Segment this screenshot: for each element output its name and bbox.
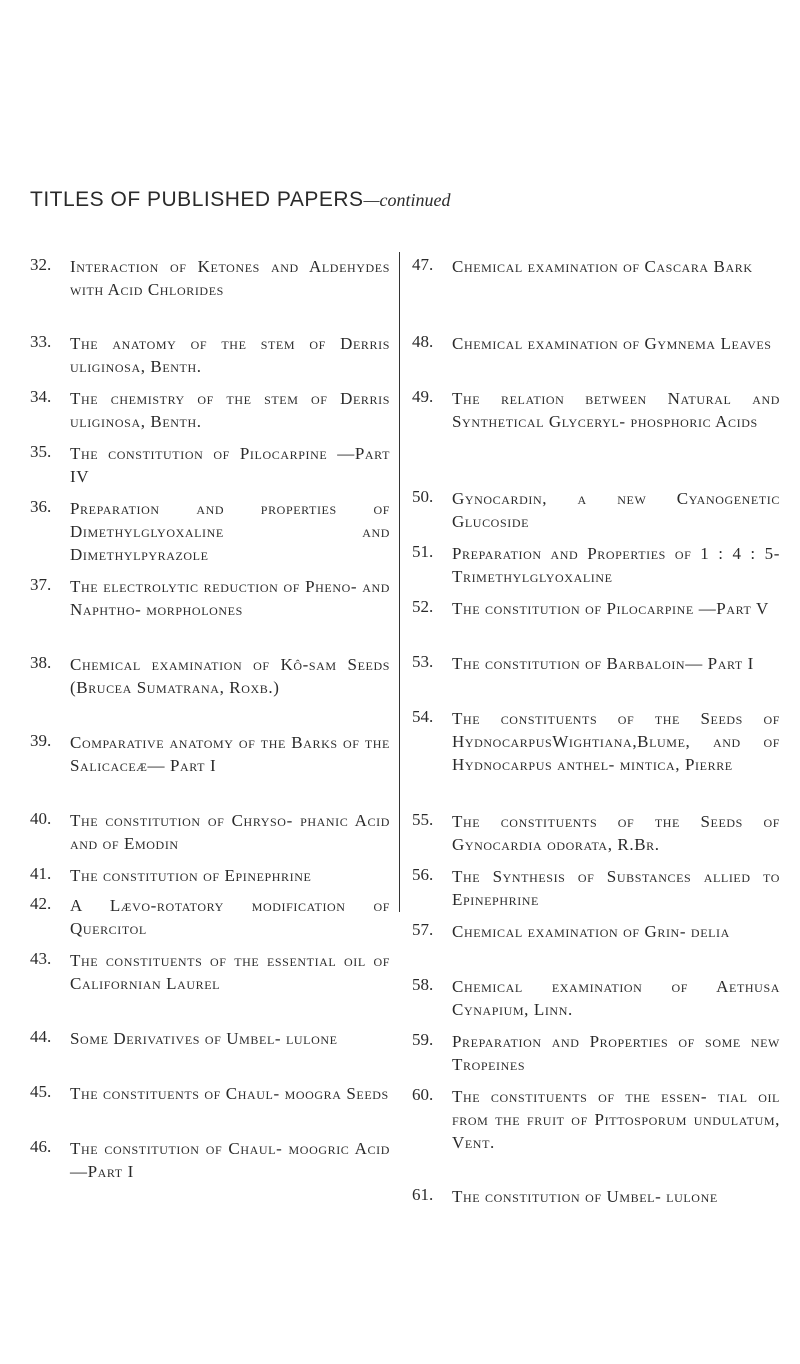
paper-number: 38.: [30, 653, 52, 672]
paper-number: 33.: [30, 332, 52, 351]
paper-entry: [30, 497, 390, 566]
paper-entry: [30, 332, 390, 378]
paper-number: 35.: [30, 442, 52, 461]
paper-title: The constitution of Pilocarpine —Part IV: [70, 444, 390, 486]
paper-entry: [412, 332, 780, 355]
paper-number: 42.: [30, 894, 52, 913]
paper-entry: [30, 387, 390, 433]
paper-number: 55.: [412, 810, 434, 829]
paper-entry: [30, 1082, 390, 1105]
heading-main: TITLES OF PUBLISHED PAPERS: [30, 188, 364, 211]
paper-title: The constitution of Pilocarpine —Part V: [452, 599, 769, 618]
paper-entry: [412, 810, 780, 856]
heading-continued: —continued: [363, 190, 451, 210]
paper-entry: [30, 894, 390, 940]
paper-number: 52.: [412, 597, 434, 616]
paper-entry: [30, 1027, 390, 1050]
paper-entry: [412, 542, 780, 588]
paper-number: 53.: [412, 652, 434, 671]
paper-entry: [412, 975, 780, 1021]
paper-title: The constitution of Umbel- lulone: [452, 1187, 718, 1206]
paper-title: Preparation and properties of Dimethylglyoxaline and Dimethylpyrazole: [70, 499, 390, 564]
paper-title: The Synthesis of Substances allied to Epinephrine: [452, 867, 780, 909]
paper-title: The constituents of the essential oil of Californian Laurel: [70, 951, 390, 993]
paper-title: The constituents of the essen- tial oil from the fruit of Pittosporum undulatum, Vent.: [452, 1087, 780, 1152]
paper-title: Gynocardin, a new Cyanogenetic Glucoside: [452, 489, 780, 531]
paper-entry: [412, 1030, 780, 1076]
paper-entry: [30, 1137, 390, 1183]
paper-title: The constitution of Chryso- phanic Acid and of Emodin: [70, 811, 390, 853]
paper-number: 61.: [412, 1185, 434, 1204]
paper-number: 47.: [412, 255, 434, 274]
paper-title: The chemistry of the stem of Derris uliginosa, Benth.: [70, 389, 390, 431]
paper-entry: [412, 1185, 780, 1208]
paper-title: The constituents of Chaul- moogra Seeds: [70, 1084, 389, 1103]
paper-entry: [412, 920, 780, 943]
paper-number: 45.: [30, 1082, 52, 1101]
paper-title: Chemical examination of Aethusa Cynapium, Linn.: [452, 977, 780, 1019]
paper-number: 48.: [412, 332, 434, 351]
paper-entry: [30, 731, 390, 777]
paper-title: The constituents of the Seeds of HydnocarpusWightiana,Blume, and of Hydnocarpus anthel- mintica, Pierre: [452, 709, 780, 774]
paper-entry: [412, 387, 780, 433]
paper-entry: [412, 1085, 780, 1154]
paper-number: 50.: [412, 487, 434, 506]
paper-title: The relation between Natural and Synthetical Glyceryl- phosphoric Acids: [452, 389, 780, 431]
paper-number: 59.: [412, 1030, 434, 1049]
paper-title: Preparation and Properties of 1 : 4 : 5-Trimethylglyoxaline: [452, 544, 780, 586]
paper-number: 60.: [412, 1085, 434, 1104]
column-divider: [399, 252, 400, 912]
paper-number: 41.: [30, 864, 52, 883]
paper-title: The constituents of the Seeds of Gynocardia odorata, R.Br.: [452, 812, 780, 854]
paper-title: Chemical examination of Cascara Bark: [452, 257, 753, 276]
paper-title: Chemical examination of Kô-sam Seeds (Brucea Sumatrana, Roxb.): [70, 655, 390, 697]
paper-number: 32.: [30, 255, 52, 274]
paper-entry: [412, 255, 780, 278]
paper-title: Preparation and Properties of some new Tropeines: [452, 1032, 780, 1074]
paper-entry: [412, 865, 780, 911]
paper-title: The constitution of Barbaloin— Part I: [452, 654, 754, 673]
paper-number: 49.: [412, 387, 434, 406]
paper-entry: [30, 575, 390, 621]
paper-title: A Lævo-rotatory modification of Quercitol: [70, 896, 390, 938]
paper-title: The constitution of Chaul- moogric Acid—Part I: [70, 1139, 390, 1181]
paper-entry: [412, 597, 780, 620]
paper-number: 43.: [30, 949, 52, 968]
paper-number: 36.: [30, 497, 52, 516]
paper-number: 44.: [30, 1027, 52, 1046]
paper-number: 58.: [412, 975, 434, 994]
paper-number: 39.: [30, 731, 52, 750]
paper-number: 57.: [412, 920, 434, 939]
paper-title: Some Derivatives of Umbel- lulone: [70, 1029, 338, 1048]
paper-title: The anatomy of the stem of Derris uliginosa, Benth.: [70, 334, 390, 376]
paper-number: 40.: [30, 809, 52, 828]
paper-title: The electrolytic reduction of Pheno- and Naphtho- morpholones: [70, 577, 390, 619]
paper-title: Chemical examination of Gymnema Leaves: [452, 334, 772, 353]
paper-number: 46.: [30, 1137, 52, 1156]
paper-entry: [30, 809, 390, 855]
paper-entry: [30, 442, 390, 488]
paper-entry: [412, 707, 780, 776]
paper-title: Chemical examination of Grin- delia: [452, 922, 730, 941]
paper-title: Interaction of Ketones and Aldehydes with Acid Chlorides: [70, 257, 390, 299]
paper-entry: [412, 487, 780, 533]
paper-title: Comparative anatomy of the Barks of the Salicaceæ— Part I: [70, 733, 390, 775]
paper-entry: [30, 949, 390, 995]
paper-number: 56.: [412, 865, 434, 884]
paper-number: 54.: [412, 707, 434, 726]
paper-entry: [412, 652, 780, 675]
paper-number: 37.: [30, 575, 52, 594]
paper-title: The constitution of Epinephrine: [70, 866, 312, 885]
page-heading: [30, 188, 451, 212]
paper-number: 34.: [30, 387, 52, 406]
paper-entry: [30, 255, 390, 301]
paper-number: 51.: [412, 542, 434, 561]
paper-entry: [30, 864, 390, 887]
paper-entry: [30, 653, 390, 699]
